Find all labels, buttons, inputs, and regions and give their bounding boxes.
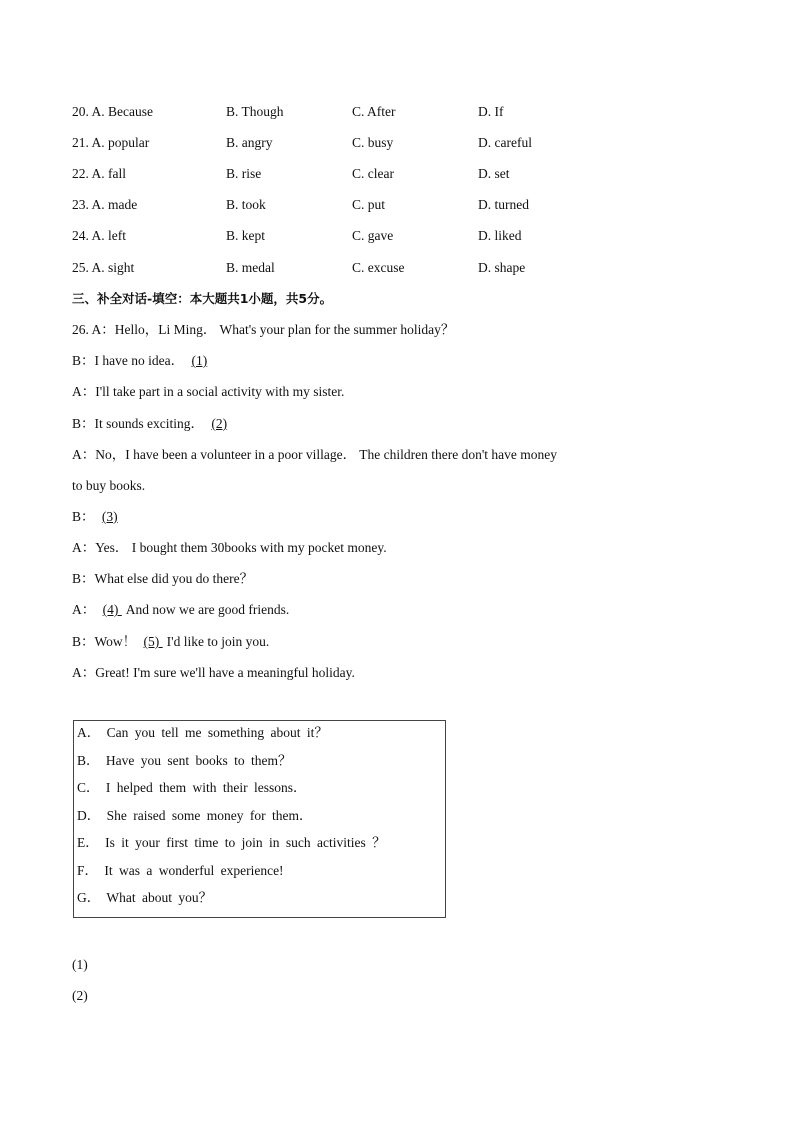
- blank-4: (4): [102, 602, 122, 617]
- option-a: 24. A. left: [72, 228, 126, 243]
- option-d: D. shape: [478, 260, 526, 275]
- dialogue-line: B：What else did you do there？: [72, 571, 254, 586]
- choice-d: D． She raised some money for them．: [77, 808, 313, 823]
- option-c: C. put: [352, 197, 386, 212]
- option-b: B. took: [226, 197, 266, 212]
- option-c: C. busy: [352, 135, 394, 150]
- blank-2: (2): [211, 416, 228, 431]
- option-d: D. turned: [478, 197, 529, 212]
- option-b: B. kept: [226, 228, 265, 243]
- dialogue-line: A：Great! I'm sure we'll have a meaningful holiday.: [72, 665, 355, 680]
- option-b: B. rise: [226, 166, 262, 181]
- choice-g: G． What about you？: [77, 890, 213, 905]
- speaker-text: B：It sounds exciting．: [72, 416, 208, 431]
- speaker-text: I'd like to join you.: [166, 634, 270, 649]
- dialogue-line: [72, 414, 231, 434]
- dialogue-line: [72, 600, 289, 620]
- choice-f: F． It was a wonderful experience!: [77, 863, 284, 878]
- blank-3: (3): [101, 509, 118, 524]
- speaker-text: B：I have no idea．: [72, 353, 188, 368]
- option-c: C. clear: [352, 166, 394, 181]
- option-a: 21. A. popular: [72, 135, 150, 150]
- dialogue-line: [72, 632, 269, 652]
- choice-a: A． Can you tell me something about it？: [77, 725, 328, 740]
- option-a: 23. A. made: [72, 197, 138, 212]
- dialogue-line: 26. A：Hello，Li Ming． What's your plan for the summer holiday？: [72, 322, 455, 337]
- option-a: 25. A. sight: [72, 260, 135, 275]
- option-b: B. medal: [226, 260, 275, 275]
- option-d: D. If: [478, 104, 504, 119]
- choices-box: [73, 720, 446, 918]
- blank-1: (1): [191, 353, 208, 368]
- choice-b: B． Have you sent books to them？: [77, 753, 292, 768]
- choice-e: E． Is it your first time to join in such activities ？: [77, 835, 386, 850]
- speaker-text: B：Wow！: [72, 634, 140, 649]
- option-d: D. liked: [478, 228, 522, 243]
- speaker-text: B：: [72, 509, 98, 524]
- choice-c: C． I helped them with their lessons．: [77, 780, 307, 795]
- answer-1: (1): [72, 957, 88, 972]
- dialogue-line: [72, 507, 122, 527]
- dialogue-line: A：No，I have been a volunteer in a poor village． The children there don't have money: [72, 447, 558, 462]
- option-a: 22. A. fall: [72, 166, 126, 181]
- dialogue-line: [72, 351, 211, 371]
- blank-5: (5): [143, 634, 163, 649]
- dialogue-line: A：I'll take part in a social activity with my sister.: [72, 384, 345, 399]
- speaker-text: A：: [72, 602, 99, 617]
- option-d: D. set: [478, 166, 510, 181]
- dialogue-line: to buy books.: [72, 478, 146, 493]
- dialogue-line: A：Yes． I bought them 30books with my pocket money.: [72, 540, 387, 555]
- option-c: C. excuse: [352, 260, 405, 275]
- option-c: C. gave: [352, 228, 394, 243]
- option-a: 20. A. Because: [72, 104, 153, 119]
- section-title: 三、补全对话-填空：本大题共1小题，共5分。: [72, 291, 333, 306]
- option-c: C. After: [352, 104, 396, 119]
- answer-2: (2): [72, 988, 88, 1003]
- option-d: D. careful: [478, 135, 532, 150]
- speaker-text: And now we are good friends.: [125, 602, 290, 617]
- option-b: B. angry: [226, 135, 273, 150]
- option-b: B. Though: [226, 104, 284, 119]
